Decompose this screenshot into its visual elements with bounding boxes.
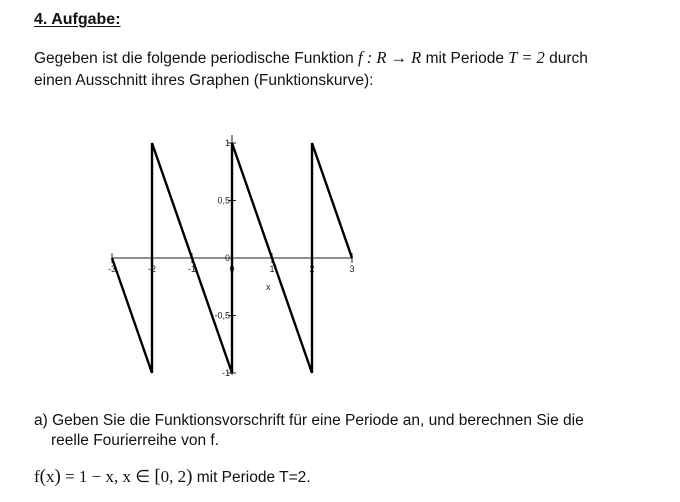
y-tick-label: -0,5 xyxy=(214,310,230,321)
x-tick-label: -3 xyxy=(107,264,117,274)
x-tick-label: 1 xyxy=(269,264,275,274)
task-a-line1: a) Geben Sie die Funktionsvorschrift für eine Periode an, und berechnen Sie die xyxy=(34,412,584,429)
function-name: f xyxy=(34,467,40,486)
interval-bounds: 0, 2 xyxy=(160,467,187,486)
answer-period-text: mit Periode T=2. xyxy=(196,469,311,486)
x-tick-label: -1 xyxy=(187,264,197,274)
y-tick-label: 0 xyxy=(224,253,230,263)
x-tick-label: 2 xyxy=(309,264,315,274)
intro-text-by: durch xyxy=(549,50,588,67)
y-tick-label: 1 xyxy=(224,138,230,148)
answer-formula: f(x) = 1 − x, x ∈ [0, 2) xyxy=(34,466,193,487)
intro-text: Gegeben ist die folgende periodische Funktion xyxy=(34,50,354,67)
y-tick-label: -1 xyxy=(221,368,230,378)
period-value: T = 2 xyxy=(508,48,545,67)
function-expression: = 1 − x, x ∈ xyxy=(65,467,151,486)
x-tick-label: -2 xyxy=(147,264,157,274)
task-a-line2: reelle Fourierreihe von f. xyxy=(51,432,219,449)
function-variable: x xyxy=(46,467,55,486)
y-tick-label: 0,5 xyxy=(217,195,230,206)
intro-text-line2: einen Ausschnitt ihres Graphen (Funktionskurve): xyxy=(34,72,374,89)
x-axis-label: x xyxy=(266,282,271,292)
exercise-heading: 4. Aufgabe: xyxy=(34,11,121,28)
intro-text-period: mit Periode xyxy=(425,50,504,67)
x-tick-label: 3 xyxy=(349,264,355,274)
function-mapping: f : R → R xyxy=(358,48,422,67)
answer-line xyxy=(34,466,311,488)
task-a xyxy=(34,411,654,451)
x-tick-label: 0 xyxy=(229,264,235,274)
